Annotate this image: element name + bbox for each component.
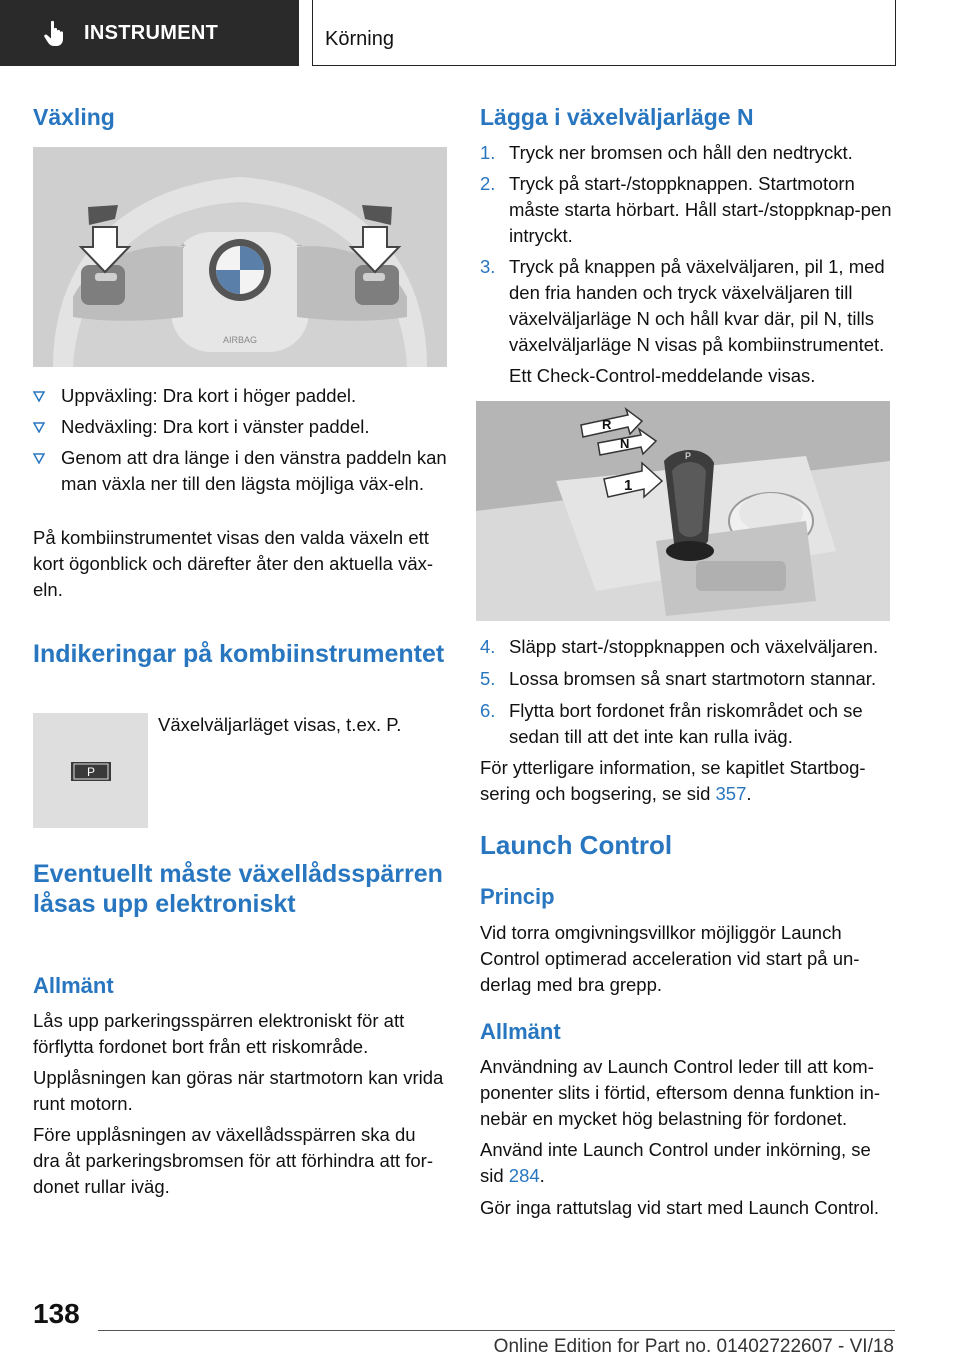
step-text: Släpp start-/stoppknappen och växelväljaren. [509, 636, 879, 657]
bullet-text: Uppväxling: Dra kort i höger paddel. [61, 385, 357, 406]
list-item [33, 383, 447, 409]
triangle-bullet-icon [33, 422, 45, 433]
princip-paragraph: Vid torra omgivningsvillkor möjliggör Launch Control optimerad acceleration vid start på un-derlag med bra grepp. [480, 922, 860, 995]
numbered-step [480, 666, 894, 692]
edition-label: Online Edition for Part no. 01402722607 - VI/18 [493, 1336, 894, 1357]
gear-selector-illustration [476, 401, 890, 621]
page-link-284[interactable]: 284 [508, 1165, 540, 1186]
indicator-symbol: P [86, 765, 96, 779]
indikeringar-heading: Indikeringar på kombiinstrumentet [33, 640, 445, 668]
list-item [33, 414, 447, 440]
bullet-text: Nedväxling: Dra kort i vänster paddel. [61, 416, 370, 437]
numbered-step [480, 254, 894, 358]
triangle-bullet-icon [33, 391, 45, 402]
step-text: Tryck på knappen på växelväljaren, pil 1, med den fria handen och tryck växelväljaren till växelväljarläge N och håll kvar där, pil N, tills växelväljarläge N visas på kombiinstrumentet. [509, 256, 885, 355]
numbered-step [480, 171, 894, 249]
steering-wheel-image [33, 147, 447, 367]
vaxling-paragraph: På kombiinstrumentet visas den valda växeln ett kort ögonblick och därefter åter den aktuella väx-eln. [33, 527, 434, 600]
step-number: 1. [480, 142, 496, 163]
check-control-note: Ett Check-Control-meddelande visas. [509, 365, 816, 386]
allmant-paragraph-3: Före upplåsningen av växellådsspärren ska du dra åt parkeringsbromsen för att förhindra att for-donet rullar iväg. [33, 1124, 433, 1197]
step-number: 2. [480, 173, 496, 194]
page-header [0, 0, 960, 66]
hand-pointer-icon [40, 18, 70, 48]
vaxling-heading: Växling [33, 104, 115, 130]
section-tab [0, 0, 299, 66]
list-item [33, 445, 447, 497]
step-number: 3. [480, 256, 496, 277]
page-link-357[interactable]: 357 [715, 783, 747, 804]
chapter-label: Körning [312, 0, 896, 66]
step-text: Tryck ner bromsen och håll den nedtryckt. [509, 142, 853, 163]
allmant-paragraph-2: Upplåsningen kan göras när startmotorn kan vrida runt motorn. [33, 1067, 444, 1114]
launch-heading: Launch Control [480, 830, 673, 860]
allmant-paragraph-1: Lås upp parkeringsspärren elektroniskt för att förflytta fordonet bort från ett riskområde. [33, 1010, 405, 1057]
gor-inga-paragraph: Gör inga rattutslag vid start med Launch Control. [480, 1197, 879, 1218]
gear-indicator-image [33, 713, 148, 828]
steering-wheel-illustration [33, 147, 447, 367]
allmant2-paragraph: Användning av Launch Control leder till att kom-ponenter slits i förtid, eftersom denna funktion in-nebär en mycket hög belastning för fordonet. [480, 1056, 881, 1129]
arrow-1-label: 1 [624, 477, 633, 494]
inkorning-paragraph: Använd inte Launch Control under inkörning, se sid 284. [480, 1139, 871, 1186]
princip-heading: Princip [480, 884, 555, 909]
eventuellt-heading: Eventuellt måste växellådsspärren låsas upp elektroniskt [33, 860, 443, 918]
p-indicator-icon [33, 713, 148, 828]
numbered-step [480, 634, 894, 660]
airbag-label: AIRBAG [222, 335, 258, 345]
triangle-bullet-icon [33, 453, 45, 464]
step-text: Lossa bromsen så snart startmotorn stannar. [509, 668, 877, 689]
info-paragraph: För ytterligare information, se kapitlet Startbog-sering och bogsering, se sid 357. [480, 757, 866, 804]
arrow-n-label: N [620, 436, 630, 451]
plus-label: + [180, 241, 186, 252]
knob-p-label: P [684, 451, 692, 461]
step-number: 6. [480, 700, 496, 721]
footer-divider [98, 1330, 895, 1331]
bullet-text: Genom att dra länge i den vänstra paddeln kan man växla ner till den lägsta möjliga väx-eln. [61, 447, 447, 494]
step-number: 5. [480, 668, 496, 689]
step-number: 4. [480, 636, 496, 657]
page-number: 138 [33, 1298, 80, 1329]
step-text: Tryck på start-/stoppknappen. Startmotorn måste starta hörbart. Håll start-/stoppknap-pen intryckt. [509, 173, 892, 246]
numbered-step [480, 140, 894, 166]
inkorning-text: Använd inte Launch Control under inkörning, se sid [480, 1139, 871, 1186]
numbered-step [480, 698, 894, 750]
step-text: Flytta bort fordonet från riskområdet och se sedan till att det inte kan rulla iväg. [509, 700, 863, 747]
info-text: För ytterligare information, se kapitlet Startbog-sering och bogsering, se sid [480, 757, 866, 804]
lagga-heading: Lägga i växelväljarläge N [480, 104, 754, 130]
allmant2-heading: Allmänt [480, 1019, 561, 1044]
gear-selector-image [476, 401, 890, 621]
allmant-heading: Allmänt [33, 973, 114, 998]
arrow-r-label: R [602, 417, 612, 432]
section-label: INSTRUMENT [84, 21, 219, 44]
minus-label: − [296, 241, 302, 252]
indikeringar-text: Växelväljarläget visas, t.ex. P. [158, 714, 402, 735]
